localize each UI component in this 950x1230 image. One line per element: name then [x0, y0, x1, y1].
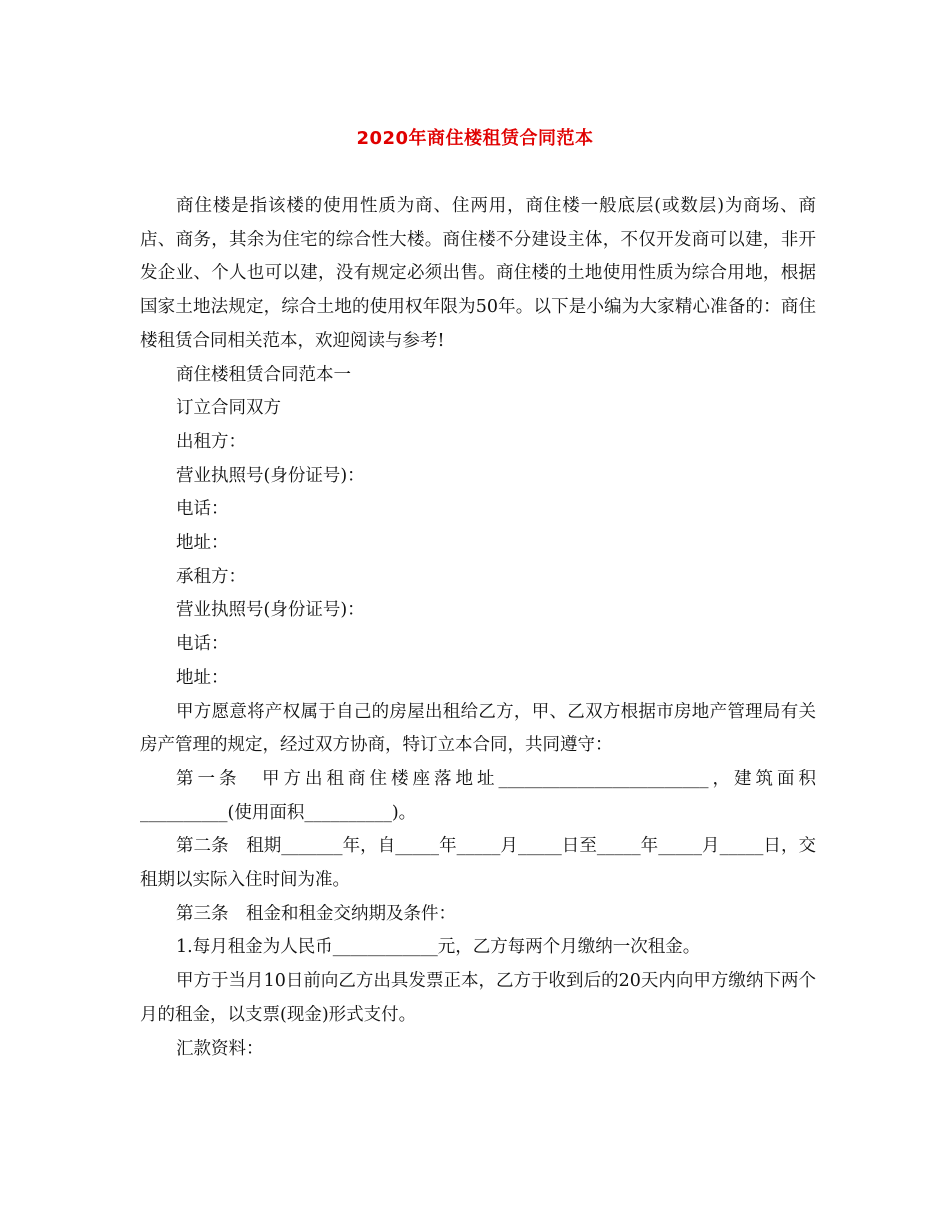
paragraph-lessee-license: 营业执照号(身份证号)： [176, 600, 365, 621]
paragraph-lessor: 出租方： [176, 431, 246, 452]
paragraph-intro: 商住楼是指该楼的使用性质为商、住两用，商住楼一般底层(或数层)为商场、商店、商务，其余为住宅的综合性大楼。商住楼不分建设主体，不仅开发商可以建，非开发企业、个人也可以建，没有规定必须出售。商住楼的土地使用性质为综合用地，根据国家土地法规定，综合土地的使用权年限为50年。以下是小编为大家精心准备的：商住楼租赁合同相关范本，欢迎阅读与参考! [140, 196, 816, 351]
paragraph-contract-heading: 商住楼租赁合同范本一 [176, 364, 351, 385]
document-body [140, 190, 816, 1066]
paragraph-rent-amount: 1.每月租金为人民币____________元，乙方每两个月缴纳一次租金。 [176, 937, 701, 958]
paragraph-rent-payment: 甲方于当月10日前向乙方出具发票正本，乙方于收到后的20天内向甲方缴纳下两个月的租金，以支票(现金)形式支付。 [140, 971, 816, 1025]
paragraph-article-3: 第三条 租金和租金交纳期及条件： [176, 903, 456, 924]
paragraph-article-2: 第二条 租期_______年，自_____年_____月_____日至_____年_____月_____日，交租期以实际入住时间为准。 [140, 836, 816, 891]
paragraph-lessee-phone: 电话： [176, 634, 229, 655]
paragraph-agreement: 甲方愿意将产权属于自己的房屋出租给乙方，甲、乙双方根据市房地产管理局有关房产管理的规定，经过双方协商，特订立本合同，共同遵守： [140, 701, 816, 756]
paragraph-lessor-license: 营业执照号(身份证号)： [176, 465, 365, 486]
paragraph-lessee: 承租方： [176, 566, 246, 587]
paragraph-lessor-address: 地址： [176, 533, 229, 554]
paragraph-article-1: 第一条 甲方出租商住楼座落地址________________________，建筑面积__________(使用面积__________)。 [140, 768, 816, 823]
paragraph-parties: 订立合同双方 [176, 398, 281, 419]
paragraph-lessor-phone: 电话： [176, 499, 229, 520]
document-title: 2020年商住楼租赁合同范本 [356, 128, 594, 149]
paragraph-lessee-address: 地址： [176, 667, 229, 688]
paragraph-remittance: 汇款资料： [176, 1038, 264, 1059]
